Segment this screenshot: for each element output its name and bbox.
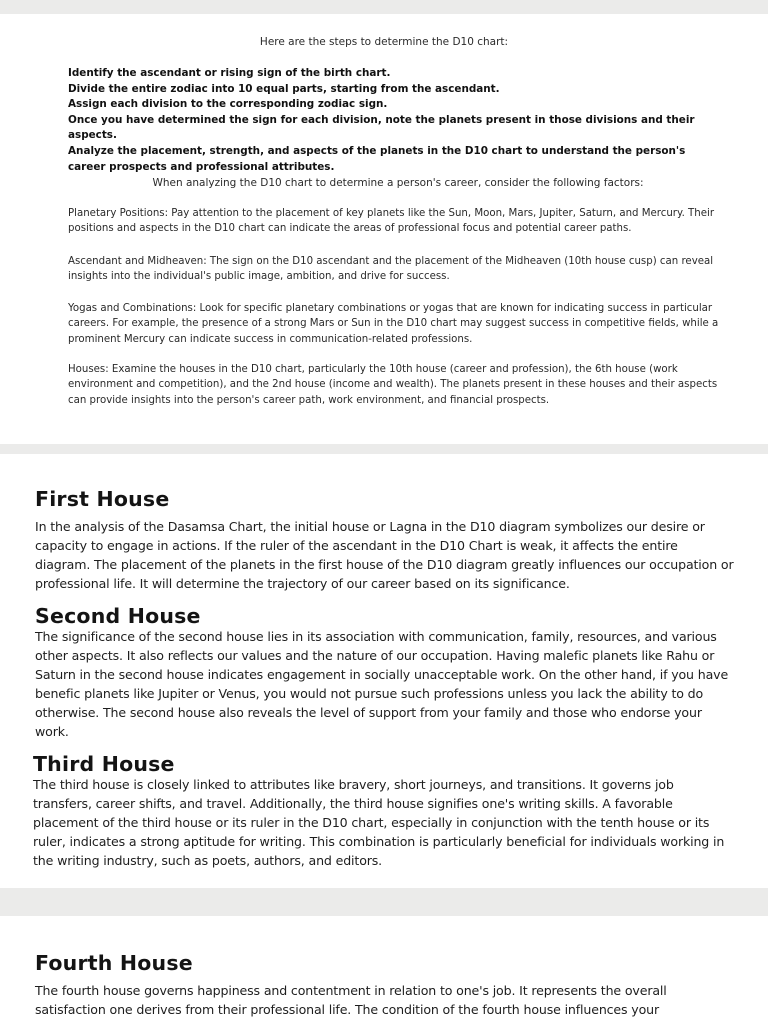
step-item: Divide the entire zodiac into 10 equal parts, starting from the ascendant. — [68, 82, 500, 95]
factor-yogas-combinations: Yogas and Combinations: Look for specific planetary combinations or yogas that are known for indicating success in particular careers. For example, the presence of a strong Mars or Sun in the D10 chart may suggest success in competitive fields, while a prominent Mercury can indicate success in communication-related professions. — [68, 303, 719, 345]
step-item: Identify the ascendant or rising sign of the birth chart. — [68, 67, 391, 79]
factors-heading: When analyzing the D10 chart to determine a person's career, consider the following factors: — [152, 177, 644, 189]
fourth-house-title: Fourth House — [35, 951, 193, 975]
steps-list — [68, 66, 718, 175]
third-house-title: Third House — [33, 752, 175, 776]
step-item: Analyze the placement, strength, and aspects of the planets in the D10 chart to understand the person's career prospects and professional attributes. — [68, 144, 686, 173]
first-house-text: In the analysis of the Dasamsa Chart, the initial house or Lagna in the D10 diagram symbolizes our desire or capacity to engage in actions. If the ruler of the ascendant in the D10 Chart is weak, it affects the entire diagram. The placement of the planets in the first house of the D10 diagram greatly influences our occupation or professional life. It will determine the trajectory of our career based on its significance. — [35, 519, 734, 591]
factor-ascendant-midheaven: Ascendant and Midheaven: The sign on the D10 ascendant and the placement of the Midheaven (10th house cusp) can reveal insights into the individual's public image, ambition, and drive for success. — [68, 256, 714, 283]
second-house-title: Second House — [35, 604, 201, 628]
document-page-3 — [0, 916, 768, 1036]
second-house-text: The significance of the second house lies in its association with communication, family, resources, and various other aspects. It also reflects our values and the nature of our occupation. Having malefic planets like Rahu or Saturn in the second house indicates engagement in socially unacceptable work. On the other hand, if you have benefic planets like Jupiter or Venus, you would not pursue such professions unless you lack the ability to do otherwise. The second house also reveals the level of support from your family and those who endorse your work. — [35, 629, 729, 739]
first-house-title: First House — [35, 487, 170, 511]
step-item: Once you have determined the sign for each division, note the planets present in those divisions and their aspects. — [68, 113, 695, 142]
document-page-2 — [0, 454, 768, 888]
fourth-house-text: The fourth house governs happiness and contentment in relation to one's job. It represents the overall satisfaction one derives from their professional life. The condition of the fourth house influences your — [35, 983, 667, 1017]
factor-houses: Houses: Examine the houses in the D10 chart, particularly the 10th house (career and profession), the 6th house (work environment and competition), and the 2nd house (income and wealth). The planets present in these houses and their aspects can provide insights into the person's career path, work environment, and financial prospects. — [68, 364, 718, 406]
step-item: Assign each division to the corresponding zodiac sign. — [68, 98, 388, 111]
factor-planetary-positions: Planetary Positions: Pay attention to the placement of key planets like the Sun, Moon, Mars, Jupiter, Saturn, and Mercury. Their positions and aspects in the D10 chart can indicate the areas of professional focus and potential career paths. — [68, 208, 715, 235]
third-house-text: The third house is closely linked to attributes like bravery, short journeys, and transitions. It governs job transfers, career shifts, and travel. Additionally, the third house signifies one's writing skills. A favorable placement of the third house or its ruler in the D10 chart, especially in conjunction with the tenth house or its ruler, indicates a strong aptitude for writing. This combination is particularly beneficial for individuals working in the writing industry, such as poets, authors, and editors. — [33, 777, 725, 868]
steps-heading: Here are the steps to determine the D10 chart: — [259, 36, 509, 48]
document-page-1 — [0, 14, 768, 444]
